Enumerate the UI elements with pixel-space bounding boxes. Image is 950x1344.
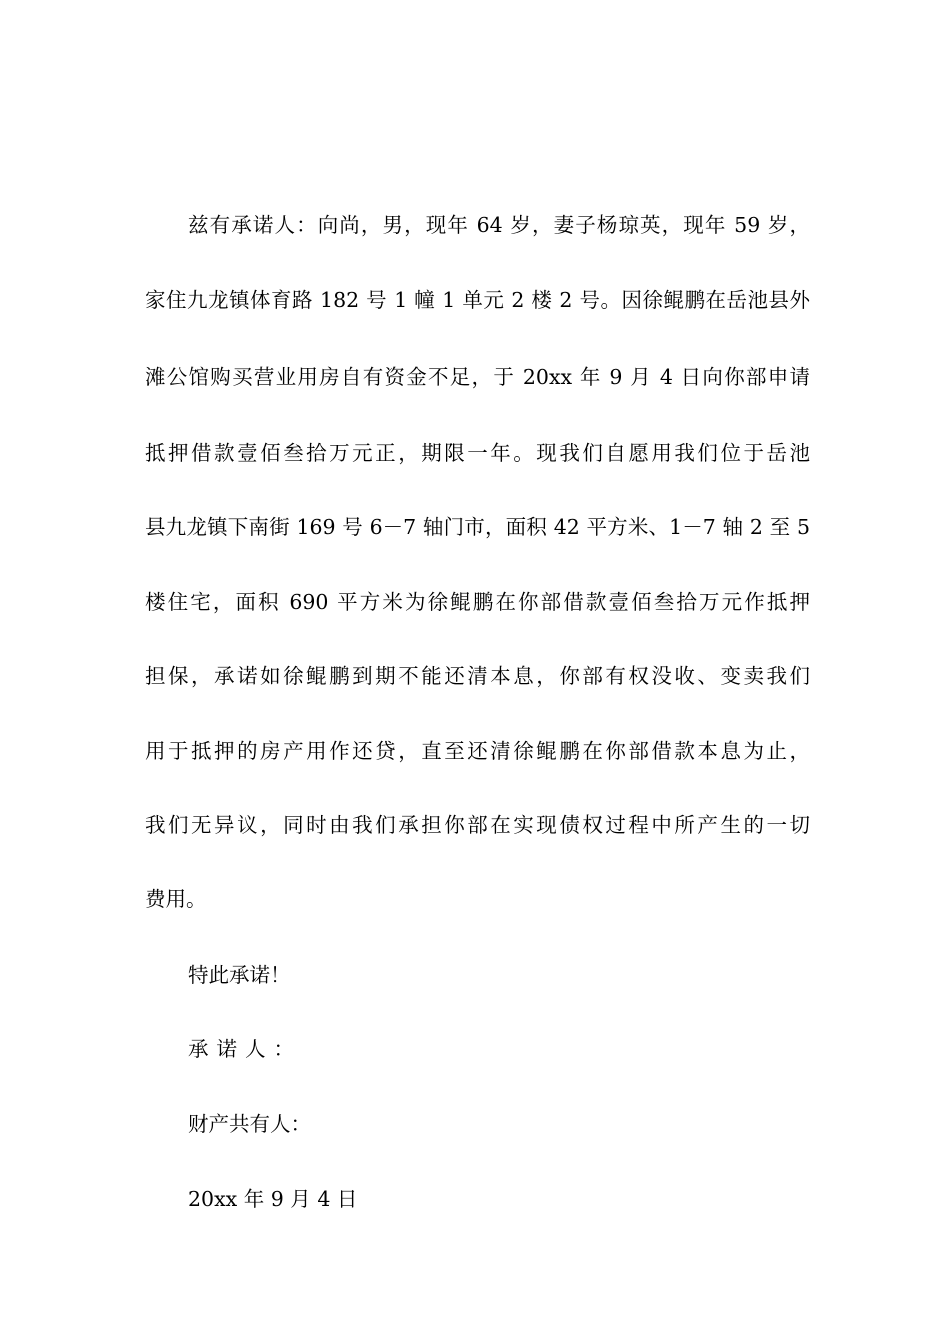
body-line-3: 滩公馆购买营业用房自有资金不足，于 20xx 年 9 月 4 日向你部申请 <box>145 365 810 389</box>
body-line-1: 兹有承诺人：向尚，男，现年 64 岁，妻子杨琼英，现年 59 岁， <box>188 213 810 237</box>
body-line-5: 县九龙镇下南街 169 号 6－7 轴门市，面积 42 平方米、1－7 轴 2 至 5 <box>145 515 810 539</box>
document-date: 20xx 年 9 月 4 日 <box>188 1187 358 1211</box>
body-line-10: 费用。 <box>145 887 207 911</box>
body-line-2: 家住九龙镇体育路 182 号 1 幢 1 单元 2 楼 2 号。因徐鲲鹏在岳池县外 <box>145 288 810 312</box>
body-line-6: 楼住宅，面积 690 平方米为徐鲲鹏在你部借款壹佰叁拾万元作抵押 <box>145 590 810 614</box>
declaration-text: 特此承诺！ <box>188 963 291 987</box>
body-line-8: 用于抵押的房产用作还贷，直至还清徐鲲鹏在你部借款本息为止， <box>145 739 810 763</box>
body-line-4: 抵押借款壹佰叁拾万元正，期限一年。现我们自愿用我们位于岳池 <box>145 441 810 465</box>
body-line-7: 担保，承诺如徐鲲鹏到期不能还清本息，你部有权没收、变卖我们 <box>145 664 810 688</box>
promisor-label: 承诺人： <box>188 1037 302 1061</box>
co-owner-label: 财产共有人： <box>188 1112 311 1136</box>
body-line-9: 我们无异议，同时由我们承担你部在实现债权过程中所产生的一切 <box>145 813 810 837</box>
